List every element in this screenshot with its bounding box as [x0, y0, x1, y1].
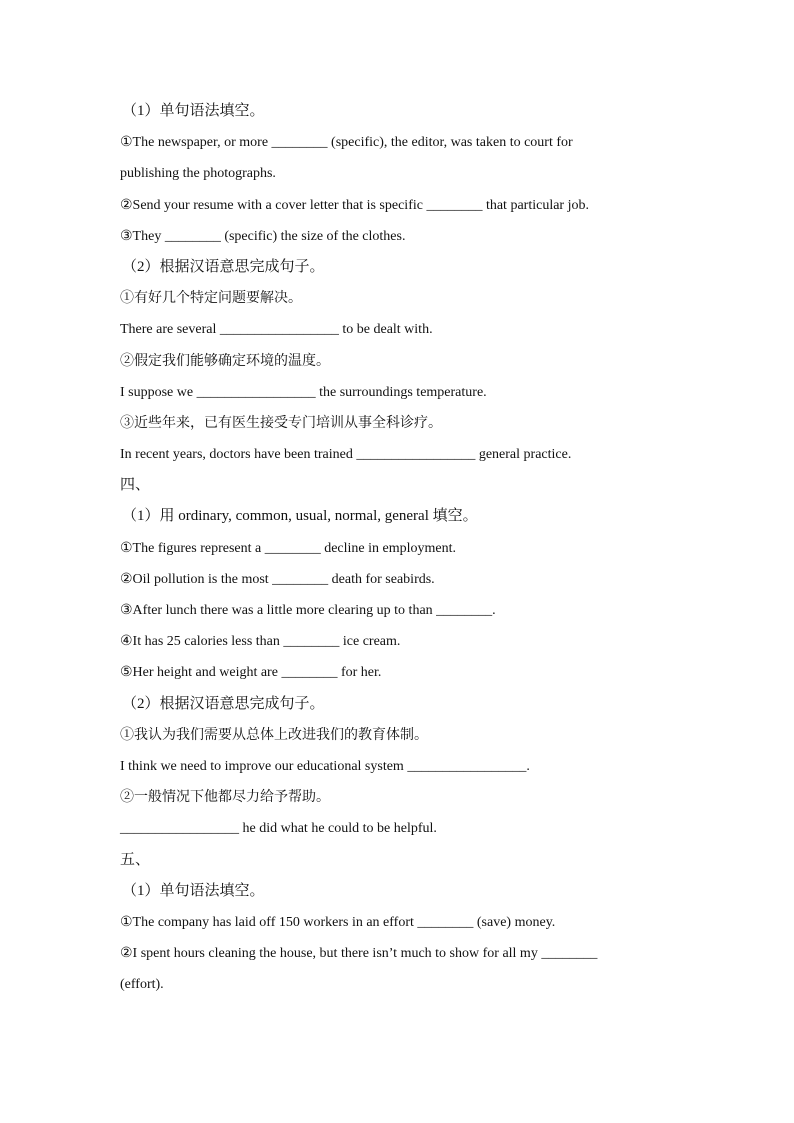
question-3-2-1-chinese: ①有好几个特定问题要解决。: [120, 291, 302, 307]
section-3-part-2-heading: （2）根据汉语意思完成句子。: [122, 258, 325, 275]
question-4-2-2-english: _________________ he did what he could to be helpful.: [120, 821, 437, 837]
question-3-1-2: ②Send your resume with a cover letter that is specific ________ that particular job.: [120, 197, 589, 213]
question-3-1-3: ③They ________ (specific) the size of the clothes.: [120, 228, 406, 244]
question-3-2-1-english: There are several _________________ to be dealt with.: [120, 322, 433, 338]
question-4-1-1: ①The figures represent a ________ decline in employment.: [120, 540, 457, 556]
question-3-2-2-english: I suppose we _________________ the surroundings temperature.: [120, 384, 487, 400]
question-3-2-3-chinese: ③近些年来，已有医生接受专门培训从事全科诊疗。: [120, 415, 442, 431]
section-4-part-1-heading: （1）用 ordinary, common, usual, normal, general 填空。: [122, 508, 478, 525]
question-4-1-3: ③After lunch there was a little more clearing up to than ________.: [120, 603, 496, 618]
question-3-2-3-english: In recent years, doctors have been trained _________________ general practice.: [120, 447, 572, 463]
document-page: [120, 96, 680, 1000]
question-4-2-2-chinese: ②一般情况下他都尽力给予帮助。: [120, 790, 330, 806]
section-5-heading: 五、: [120, 851, 151, 868]
section-4-heading: 四、: [120, 477, 151, 494]
section-4-part-2-heading: （2）根据汉语意思完成句子。: [122, 695, 325, 712]
question-5-1-1: ①The company has laid off 150 workers in an effort ________ (save) money.: [120, 914, 556, 930]
question-4-2-1-english: I think we need to improve our educational system _________________.: [120, 758, 530, 774]
question-4-1-2: ②Oil pollution is the most ________ death for seabirds.: [120, 571, 435, 587]
question-4-1-4: ④It has 25 calories less than ________ ice cream.: [120, 634, 401, 650]
question-5-1-2-line-2: (effort).: [120, 977, 164, 993]
question-3-1-1-line-1: ①The newspaper, or more ________ (specific), the editor, was taken to court for: [120, 135, 573, 151]
section-5-part-1-heading: （1）单句语法填空。: [122, 882, 265, 899]
question-3-2-2-chinese: ②假定我们能够确定环境的温度。: [120, 353, 330, 369]
section-3-part-1-heading: （1）单句语法填空。: [122, 103, 265, 119]
question-4-2-1-chinese: ①我认为我们需要从总体上改进我们的教育体制。: [120, 727, 428, 743]
question-4-1-5: ⑤Her height and weight are ________ for her.: [120, 665, 382, 681]
question-3-1-1-line-2: publishing the photographs.: [120, 166, 276, 182]
question-5-1-2-line-1: ②I spent hours cleaning the house, but there isn’t much to show for all my ________: [120, 946, 598, 962]
